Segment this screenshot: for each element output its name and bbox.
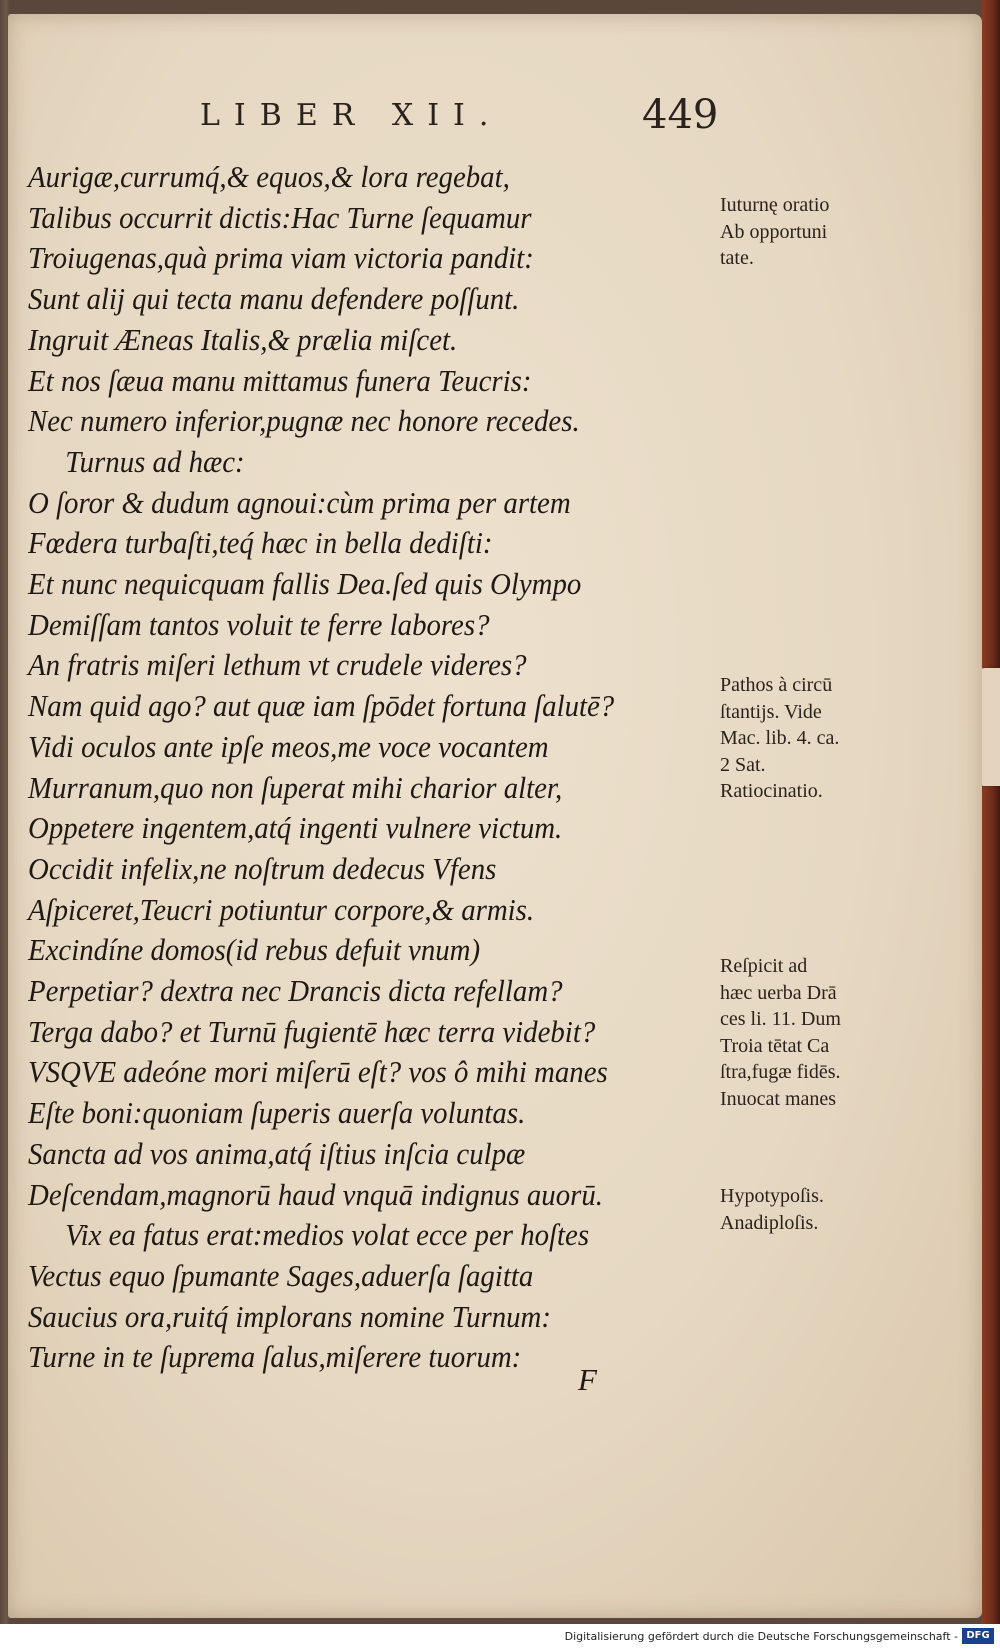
verse-line: Vectus equo ſpumante Sages,aduerſa ſagitta (28, 1257, 534, 1293)
verse-line: Et nunc nequicquam fallis Dea.ſed quis Olympo (28, 566, 582, 602)
margin-note-line: Anadiploſis. (720, 1211, 819, 1234)
margin-note-line: Iuturnę oratio (720, 194, 830, 216)
margin-note-line: Troia tētat Ca (720, 1034, 830, 1057)
verse-line: Vidi oculos ante ipſe meos,me voce vocantem (28, 728, 549, 764)
verse-line: Oppetere ingentem,atq́ ingenti vulnere victum. (28, 810, 563, 846)
verse-line: Terga dabo? et Turnū fugientē hæc terra videbit? (28, 1013, 596, 1049)
verse-line: Sancta ad vos anima,atq́ iſtius inſcia culpæ (28, 1135, 526, 1171)
verse-line: Occidit infelix,ne noſtrum dedecus Vfens (28, 850, 497, 886)
margin-note-pathos (720, 672, 910, 805)
verse-line: O ſoror & dudum agnoui:cùm prima per artem (28, 484, 571, 520)
verse-line: Eſte boni:quoniam ſuperis auerſa voluntas. (28, 1095, 526, 1131)
page-number: 449 (642, 92, 719, 138)
verse-line: Aſpiceret,Teucri potiuntur corpore,& armis. (28, 891, 535, 927)
verse-line: Sunt alij qui tecta manu defendere poſſunt. (28, 281, 520, 317)
verse-line: Nam quid ago? aut quæ iam ſpōdet fortuna ſalutē? (28, 688, 615, 724)
margin-note-line: ces li. 11. Dum (720, 1008, 841, 1030)
verse-line: Demiſſam tantos voluit te ferre labores? (28, 606, 490, 642)
verse-line: VSQVE adeóne mori miſerū eſt? vos ô mihi manes (28, 1054, 608, 1090)
margin-note-line: Hypotypoſis. (720, 1185, 824, 1207)
verse-line: Et nos ſæua manu mittamus funera Teucris: (28, 362, 532, 398)
funding-credit: Digitalisierung gefördert durch die Deutsche Forschungsgemeinschaft - (564, 1630, 958, 1643)
verse-line: An fratris miſeri lethum vt crudele videres? (28, 647, 527, 683)
verse-text (28, 157, 679, 1378)
verse-line: Talibus occurrit dictis:Hac Turne ſequamur (28, 199, 532, 235)
book-edge (982, 0, 1000, 1651)
verse-line: Nec numero inferior,pugnæ nec honore recedes. (28, 403, 580, 439)
margin-note-line: Ratiocinatio. (720, 780, 823, 802)
margin-note-line: 2 Sat. (720, 753, 766, 776)
verse-line: Deſcendam,magnorū haud vnquā indignus auorū. (28, 1176, 603, 1212)
margin-note-respicit (720, 953, 910, 1112)
running-head: LIBER XII. (200, 98, 503, 133)
dfg-logo: DFG (962, 1628, 994, 1644)
verse-line: Saucius ora,ruitq́ implorans nomine Turnum: (28, 1298, 551, 1334)
margin-note-line: Pathos à circū (720, 674, 833, 696)
margin-note-line: ſtra,fugæ fidēs. (720, 1061, 841, 1083)
verse-line: Fœdera turbaſti,teq́ hæc in bella dediſti: (28, 525, 493, 561)
verse-line: Excindíne domos(id rebus defuit vnum) (28, 932, 481, 968)
margin-note-line: Mac. lib. 4. ca. (720, 727, 840, 749)
margin-note-line: Ab opportuni (720, 220, 828, 243)
margin-note-line: tate. (720, 247, 754, 269)
verse-line: Turnus ad hæc: (65, 443, 245, 479)
verse-line: Murranum,quo non ſuperat mihi charior alter, (28, 769, 563, 805)
verse-line: Ingruit Æneas Italis,& prælia miſcet. (28, 321, 458, 357)
margin-note-line: Reſpicit ad (720, 955, 808, 977)
catchword: F (578, 1362, 597, 1397)
verse-line: Vix ea fatus erat:medios volat ecce per hoſtes (65, 1217, 590, 1253)
verse-line: Turne in te ſuprema ſalus,miſerere tuorum: (28, 1339, 522, 1375)
verse-line: Troiugenas,quà prima viam victoria pandit: (28, 240, 534, 276)
margin-note-line: Inuocat manes (720, 1087, 837, 1110)
margin-note-iuturna (720, 192, 910, 272)
margin-note-line: ſtantijs. Vide (720, 700, 822, 723)
margin-note-hypotyposis (720, 1183, 910, 1236)
verse-line: Aurigæ,currumq́,& equos,& lora regebat, (28, 159, 510, 194)
margin-note-line: hæc uerba Drā (720, 981, 837, 1004)
verse-line: Perpetiar? dextra nec Drancis dicta refellam? (28, 973, 563, 1009)
